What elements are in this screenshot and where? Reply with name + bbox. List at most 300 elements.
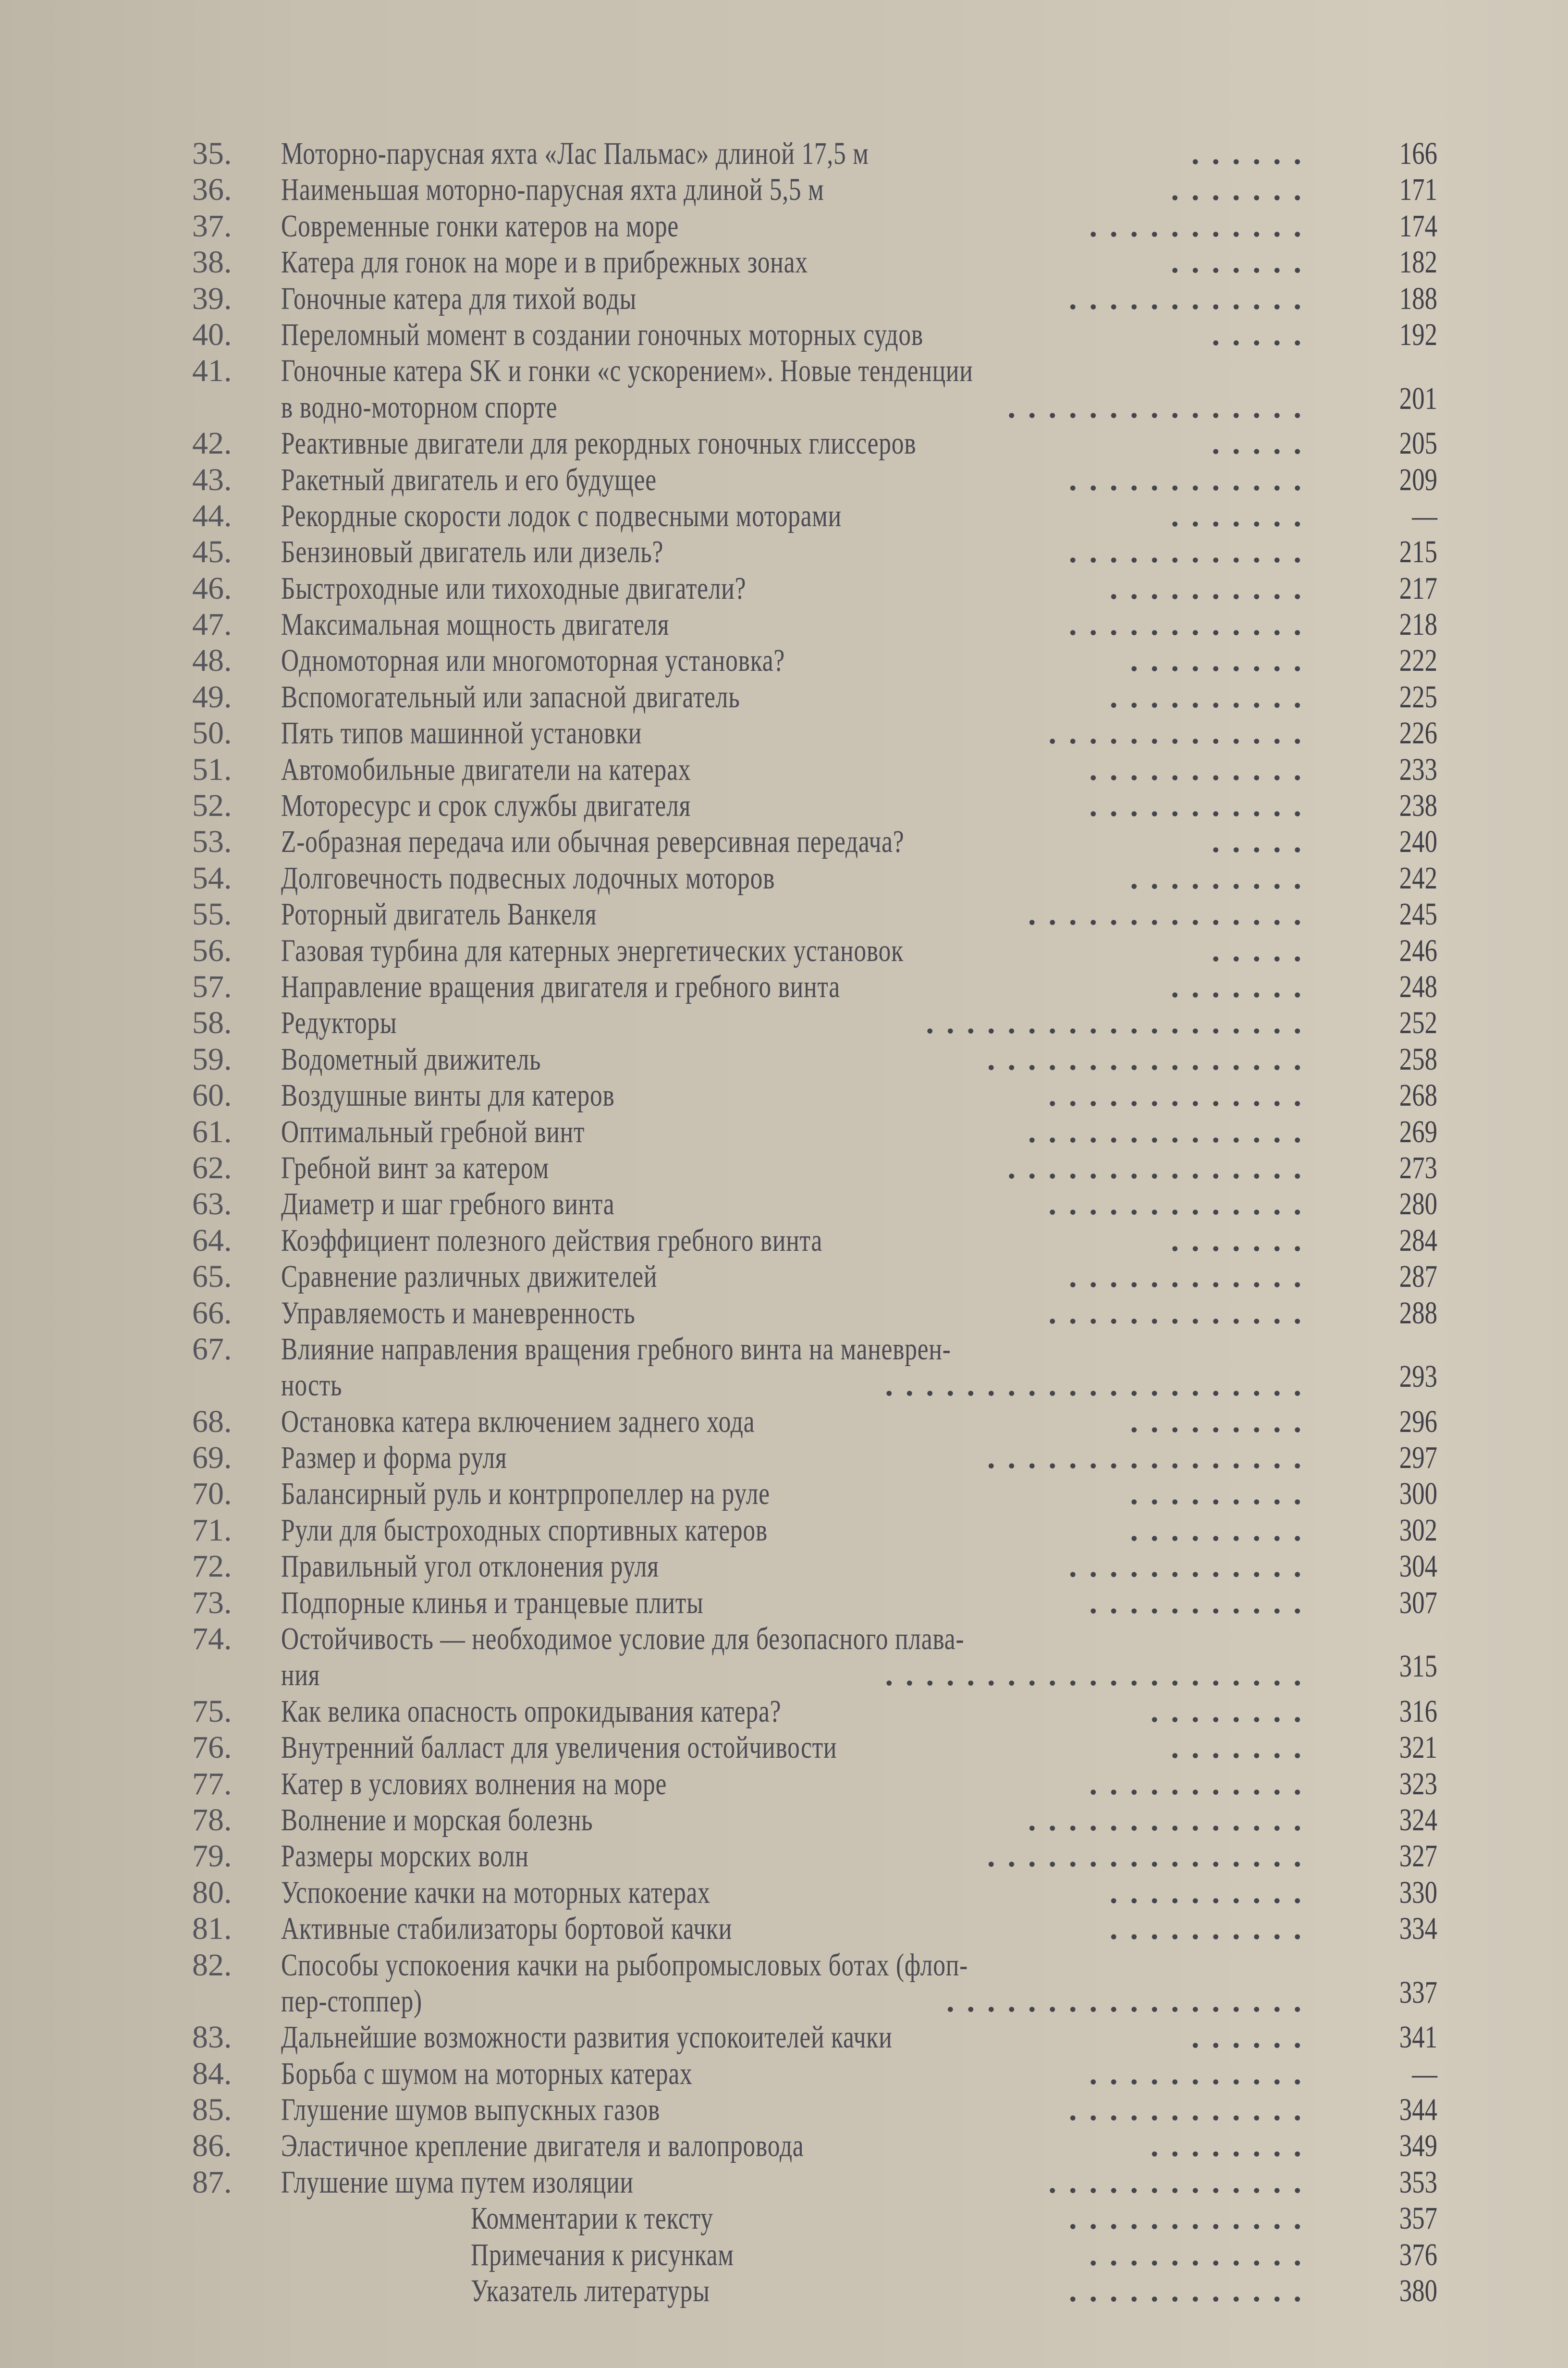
entry-page-number: 296: [1399, 1404, 1437, 1439]
toc-entry-line: [192, 281, 1441, 317]
dot-leaders: ...........: [1089, 2056, 1314, 2091]
entry-title: в водно-моторном спорте: [281, 389, 558, 425]
toc-entry: [192, 570, 1441, 606]
appendix-entry: [192, 2273, 1441, 2309]
entry-title: Оптимальный гребной винт: [281, 1114, 585, 1149]
entry-page-number: 324: [1399, 1802, 1437, 1838]
entry-number: 39.: [192, 281, 232, 316]
entry-title: Реактивные двигатели для рекордных гоночных глиссеров: [281, 426, 917, 461]
entry-page-number: 174: [1399, 208, 1437, 244]
toc-entry-line: [192, 136, 1441, 172]
toc-entry: [192, 752, 1441, 788]
toc-entry-line: [192, 2128, 1441, 2164]
entry-number: 64.: [192, 1222, 232, 1258]
dot-leaders: ...............: [1007, 1150, 1314, 1185]
toc-entry: [192, 353, 1441, 425]
entry-number: 73.: [192, 1585, 232, 1620]
dot-leaders: ..............: [1028, 897, 1314, 932]
entry-number: 51.: [192, 752, 232, 787]
entry-title: Моторно-парусная яхта «Лас Пальмас» длиной 17,5 м: [281, 136, 869, 171]
dot-leaders: .......: [1171, 498, 1314, 533]
toc-entry-line: [192, 2092, 1441, 2128]
entry-number: 56.: [192, 933, 232, 968]
toc-entry: [192, 1512, 1441, 1548]
toc-entry-line: [192, 1802, 1441, 1838]
entry-page-number: 225: [1399, 679, 1437, 715]
dot-leaders: ...........: [1089, 2237, 1314, 2272]
appendix-page-number: 376: [1399, 2237, 1437, 2272]
toc-entry: [192, 1548, 1441, 1584]
entry-page-number: 268: [1399, 1078, 1437, 1113]
dot-leaders: .......: [1171, 245, 1314, 280]
toc-entry: [192, 969, 1441, 1005]
dot-leaders: ............: [1069, 534, 1314, 570]
toc-entry: [192, 534, 1441, 570]
entry-page-number: 297: [1399, 1440, 1437, 1476]
entry-page-number: 192: [1399, 317, 1437, 352]
entry-number: 52.: [192, 788, 232, 824]
dot-leaders: ............: [1069, 1259, 1314, 1295]
dot-leaders: ...............: [1007, 389, 1314, 425]
dot-leaders: ......: [1191, 136, 1314, 171]
entry-number: 66.: [192, 1295, 232, 1331]
dot-leaders: ...........: [1089, 788, 1314, 824]
entry-title: Одномоторная или многомоторная установка?: [281, 643, 785, 678]
entry-page-number: 222: [1399, 643, 1437, 678]
entry-page-number: 293: [1399, 1359, 1437, 1394]
dot-leaders: .....: [1212, 824, 1314, 860]
dot-leaders: ...........: [1089, 1766, 1314, 1801]
entry-page-number: 245: [1399, 897, 1437, 932]
toc-entry: [192, 281, 1441, 317]
toc-entry: [192, 1440, 1441, 1476]
entry-number: 62.: [192, 1150, 232, 1185]
toc-entry-line: [192, 1077, 1441, 1113]
toc-entry-continuation: [192, 1359, 1441, 1403]
toc-entry: [192, 1150, 1441, 1186]
toc-entry-line: [192, 1476, 1441, 1512]
toc-entry: [192, 2128, 1441, 2164]
toc-entry: [192, 1404, 1441, 1440]
entry-title: Направление вращения двигателя и гребного винта: [281, 969, 840, 1004]
entry-title: Дальнейшие возможности развития успокоителей качки: [281, 2020, 893, 2055]
toc-entry: [192, 1875, 1441, 1911]
entry-number: 60.: [192, 1078, 232, 1113]
dot-leaders: .....: [1212, 426, 1314, 461]
entry-page-number: 246: [1399, 933, 1437, 968]
entry-title: Правильный угол отклонения руля: [281, 1549, 659, 1584]
entry-page-number: 334: [1399, 1911, 1437, 1947]
entry-title: Эластичное крепление двигателя и валопровода: [281, 2128, 804, 2164]
toc-entry-line: [192, 462, 1441, 498]
toc-entry: [192, 1295, 1441, 1331]
entry-title: Ракетный двигатель и его будущее: [281, 462, 657, 497]
toc-entry: [192, 1222, 1441, 1258]
entry-page-number: 349: [1399, 2128, 1437, 2164]
entry-title: Способы успокоения качки на рыбопромысловых ботах (флоп-: [281, 1947, 968, 1983]
entry-page-number: 337: [1399, 1974, 1437, 2010]
entry-page-number: —: [1412, 2056, 1437, 2091]
entry-page-number: 217: [1399, 570, 1437, 606]
entry-number: 61.: [192, 1114, 232, 1149]
entry-page-number: 344: [1399, 2092, 1437, 2128]
entry-number: 59.: [192, 1041, 232, 1077]
dot-leaders: ............: [1069, 2201, 1314, 2236]
toc-entry-continuation: [192, 1649, 1441, 1693]
toc-entry-line: [192, 642, 1441, 678]
entry-number: 49.: [192, 679, 232, 715]
entry-number: 48.: [192, 643, 232, 678]
dot-leaders: ............: [1069, 607, 1314, 642]
entry-number: 77.: [192, 1766, 232, 1801]
dot-leaders: ............: [1069, 2273, 1314, 2309]
dot-leaders: ..........: [1110, 1911, 1314, 1947]
dot-leaders: .........: [1130, 860, 1314, 896]
entry-page-number: 226: [1399, 715, 1437, 751]
toc-entry: [192, 1005, 1441, 1041]
toc-entry-line: [192, 425, 1441, 461]
entry-title: Автомобильные двигатели на катерах: [281, 752, 691, 787]
appendix-page-number: 380: [1399, 2273, 1437, 2309]
toc-entry: [192, 642, 1441, 678]
toc-entry-continuation: [192, 381, 1441, 425]
entry-number: 74.: [192, 1621, 232, 1657]
toc-entry: [192, 824, 1441, 860]
dot-leaders: ..................: [946, 1983, 1314, 2019]
toc-entry: [192, 860, 1441, 896]
entry-title: Коэффициент полезного действия гребного винта: [281, 1222, 823, 1258]
toc-entry: [192, 1802, 1441, 1838]
toc-entry: [192, 2056, 1441, 2092]
toc-entry-line: [192, 1875, 1441, 1911]
dot-leaders: .............: [1048, 715, 1314, 751]
dot-leaders: .......: [1171, 969, 1314, 1004]
entry-title: Остойчивость — необходимое условие для безопасного плава-: [281, 1621, 965, 1657]
entry-page-number: 304: [1399, 1549, 1437, 1584]
toc-entry: [192, 244, 1441, 280]
entry-number: 54.: [192, 860, 232, 896]
dot-leaders: .......: [1171, 1222, 1314, 1258]
entry-page-number: 302: [1399, 1512, 1437, 1548]
toc-entry-line: [192, 317, 1441, 353]
toc-entry: [192, 1621, 1441, 1693]
entry-page-number: 205: [1399, 426, 1437, 461]
entry-page-number: 280: [1399, 1186, 1437, 1222]
entry-number: 83.: [192, 2020, 232, 2055]
appendix-title: Указатель литературы: [471, 2273, 710, 2309]
dot-leaders: .........: [1130, 1476, 1314, 1512]
entry-title: Остановка катера включением заднего хода: [281, 1404, 755, 1439]
entry-page-number: 269: [1399, 1114, 1437, 1149]
toc-entry: [192, 2092, 1441, 2128]
dot-leaders: .........: [1130, 643, 1314, 678]
entry-page-number: 321: [1399, 1730, 1437, 1765]
entry-number: 68.: [192, 1404, 232, 1439]
entry-page-number: 171: [1399, 172, 1437, 208]
toc-entry: [192, 896, 1441, 932]
entry-number: 58.: [192, 1005, 232, 1041]
entry-page-number: 215: [1399, 534, 1437, 570]
entry-title: Газовая турбина для катерных энергетических установок: [281, 933, 904, 968]
entry-page-number: 182: [1399, 245, 1437, 280]
toc-entry-line: [192, 1585, 1441, 1621]
toc-entry-line: [192, 570, 1441, 606]
entry-title: пер-стоппер): [281, 1983, 422, 2019]
dot-leaders: ......: [1191, 2020, 1314, 2055]
toc-entry-line: [192, 752, 1441, 788]
entry-number: 70.: [192, 1476, 232, 1512]
dot-leaders: ..............: [1028, 1802, 1314, 1838]
toc-entry: [192, 2164, 1441, 2200]
toc-entry: [192, 1693, 1441, 1729]
dot-leaders: ..........: [1110, 570, 1314, 606]
entry-number: 67.: [192, 1331, 232, 1367]
toc-entry-line: [192, 896, 1441, 932]
entry-number: 43.: [192, 462, 232, 497]
toc-entry-line: [192, 1621, 1441, 1657]
entry-page-number: 315: [1399, 1649, 1437, 1684]
entry-number: 78.: [192, 1802, 232, 1838]
entry-title: Катер в условиях волнения на море: [281, 1766, 667, 1801]
toc-entry: [192, 788, 1441, 824]
toc-entry: [192, 1114, 1441, 1150]
dot-leaders: .............: [1048, 1078, 1314, 1113]
entry-title: Волнение и морская болезнь: [281, 1802, 593, 1838]
entry-title: Пять типов машинной установки: [281, 715, 642, 751]
toc-entry-line: [192, 1404, 1441, 1440]
toc-entry-line: [192, 715, 1441, 751]
entry-number: 35.: [192, 136, 232, 171]
dot-leaders: .............: [1048, 1186, 1314, 1222]
toc-entry: [192, 1077, 1441, 1113]
appendix-title: Примечания к рисункам: [471, 2237, 734, 2272]
dot-leaders: ............: [1069, 462, 1314, 497]
entry-title: Глушение шума путем изоляции: [281, 2164, 634, 2200]
entry-number: 46.: [192, 570, 232, 606]
entry-page-number: 284: [1399, 1222, 1437, 1258]
toc-entry: [192, 933, 1441, 969]
entry-number: 87.: [192, 2164, 232, 2200]
entry-number: 55.: [192, 897, 232, 932]
toc-entry-line: [192, 1222, 1441, 1258]
entry-number: 71.: [192, 1512, 232, 1548]
entry-number: 69.: [192, 1440, 232, 1476]
dot-leaders: ..........: [1110, 1875, 1314, 1910]
entry-page-number: 327: [1399, 1838, 1437, 1874]
toc-entry-line: [192, 1766, 1441, 1802]
entry-number: 82.: [192, 1947, 232, 1983]
entry-title: Влияние направления вращения гребного винта на маневрен-: [281, 1331, 951, 1367]
entry-page-number: 209: [1399, 462, 1437, 497]
entry-page-number: 238: [1399, 788, 1437, 824]
toc-entry: [192, 136, 1441, 172]
entry-page-number: 273: [1399, 1150, 1437, 1185]
toc-entry-line: [192, 824, 1441, 860]
toc-entry: [192, 462, 1441, 498]
entry-title: Максимальная мощность двигателя: [281, 607, 670, 642]
entry-page-number: 201: [1399, 381, 1437, 416]
toc-entry-line: [192, 172, 1441, 208]
entry-number: 53.: [192, 824, 232, 860]
entry-page-number: 218: [1399, 607, 1437, 642]
toc-entry-line: [192, 1838, 1441, 1874]
toc-entry-line: [192, 1947, 1441, 1983]
appendix-title: Комментарии к тексту: [471, 2201, 713, 2236]
entry-number: 79.: [192, 1838, 232, 1874]
entry-number: 45.: [192, 534, 232, 570]
dot-leaders: ........: [1151, 2128, 1314, 2164]
dot-leaders: ...........: [1089, 1585, 1314, 1620]
toc-entry-line: [192, 933, 1441, 969]
toc-entry-line: [192, 2019, 1441, 2055]
entry-title: Гоночные катера SK и гонки «с ускорением». Новые тенденции: [281, 353, 973, 389]
dot-leaders: ................: [987, 1838, 1314, 1874]
toc-entry-line: [192, 1729, 1441, 1765]
toc-entry-continuation: [192, 1974, 1441, 2019]
entry-number: 42.: [192, 426, 232, 461]
entry-page-number: 353: [1399, 2164, 1437, 2200]
toc-entry-line: [192, 1693, 1441, 1729]
entry-number: 38.: [192, 245, 232, 280]
entry-title: ность: [281, 1368, 343, 1403]
entry-title: Управляемость и маневренность: [281, 1295, 636, 1331]
toc-entry-line: [192, 1186, 1441, 1222]
entry-number: 75.: [192, 1693, 232, 1729]
toc-entry: [192, 1331, 1441, 1404]
toc-entry-line: [192, 534, 1441, 570]
entry-title: Роторный двигатель Ванкеля: [281, 897, 597, 932]
entry-page-number: —: [1412, 498, 1437, 533]
entry-title: Сравнение различных движителей: [281, 1259, 658, 1295]
toc-entry: [192, 172, 1441, 208]
entry-number: 76.: [192, 1730, 232, 1765]
toc-entry: [192, 1766, 1441, 1802]
entry-number: 80.: [192, 1875, 232, 1910]
toc-entry-line: [192, 1440, 1441, 1476]
entry-page-number: 307: [1399, 1585, 1437, 1620]
entry-page-number: 341: [1399, 2020, 1437, 2055]
toc-entry: [192, 317, 1441, 353]
entry-title: Z-образная передача или обычная реверсивная передача?: [281, 824, 905, 860]
entry-page-number: 288: [1399, 1295, 1437, 1331]
dot-leaders: ................: [987, 1041, 1314, 1077]
toc-entry: [192, 1838, 1441, 1874]
toc-entry: [192, 208, 1441, 244]
toc-entry-line: [192, 498, 1441, 534]
entry-page-number: 323: [1399, 1766, 1437, 1801]
entry-number: 44.: [192, 498, 232, 533]
toc-entry-line: [192, 208, 1441, 244]
toc-entry-line: [192, 606, 1441, 642]
toc-entry-line: [192, 1512, 1441, 1548]
entry-number: 47.: [192, 607, 232, 642]
entry-page-number: 233: [1399, 752, 1437, 787]
toc-entry: [192, 1476, 1441, 1512]
entry-page-number: 287: [1399, 1259, 1437, 1295]
entry-title: Активные стабилизаторы бортовой качки: [281, 1911, 733, 1947]
entry-title: Наименьшая моторно-парусная яхта длиной 5,5 м: [281, 172, 824, 208]
entry-page-number: 258: [1399, 1041, 1437, 1077]
entry-title: ния: [281, 1657, 320, 1693]
entry-page-number: 300: [1399, 1476, 1437, 1512]
entry-title: Долговечность подвесных лодочных моторов: [281, 860, 775, 896]
entry-number: 57.: [192, 969, 232, 1004]
dot-leaders: ................: [987, 1440, 1314, 1476]
entry-title: Борьба с шумом на моторных катерах: [281, 2056, 693, 2091]
appendix-entry: [192, 2200, 1441, 2236]
entry-title: Успокоение качки на моторных катерах: [281, 1875, 710, 1910]
toc-entry-line: [192, 1114, 1441, 1150]
entry-title: Катера для гонок на море и в прибрежных зонах: [281, 245, 808, 280]
dot-leaders: ............: [1069, 281, 1314, 316]
dot-leaders: .............: [1048, 1295, 1314, 1331]
entry-number: 86.: [192, 2128, 232, 2164]
entry-title: Рули для быстроходных спортивных катеров: [281, 1512, 768, 1548]
entry-title: Бензиновый двигатель или дизель?: [281, 534, 664, 570]
appendix-page-number: 357: [1399, 2201, 1437, 2236]
entry-number: 72.: [192, 1549, 232, 1584]
entry-title: Гребной винт за катером: [281, 1150, 549, 1185]
toc-entry-line: [192, 860, 1441, 896]
entry-number: 81.: [192, 1911, 232, 1947]
entry-title: Гоночные катера для тихой воды: [281, 281, 637, 316]
entry-page-number: 252: [1399, 1005, 1437, 1041]
toc-entry-line: [192, 1041, 1441, 1077]
dot-leaders: .........: [1130, 1404, 1314, 1439]
entry-page-number: 166: [1399, 136, 1437, 171]
toc-entry: [192, 1585, 1441, 1621]
dot-leaders: ..............: [1028, 1114, 1314, 1149]
toc-entry-line: [192, 1911, 1441, 1947]
entry-title: Рекордные скорости лодок с подвесными моторами: [281, 498, 842, 533]
entry-title: Балансирный руль и контрпропеллер на руле: [281, 1476, 770, 1512]
entry-title: Как велика опасность опрокидывания катера?: [281, 1693, 782, 1729]
toc-entry: [192, 606, 1441, 642]
toc-entry: [192, 425, 1441, 461]
entry-number: 36.: [192, 172, 232, 208]
entry-page-number: 188: [1399, 281, 1437, 316]
dot-leaders: ........: [1151, 1693, 1314, 1729]
toc-entry-line: [192, 1005, 1441, 1041]
entry-page-number: 316: [1399, 1693, 1437, 1729]
toc-entry-line: [192, 2056, 1441, 2092]
dot-leaders: .......: [1171, 172, 1314, 208]
toc-entry: [192, 2019, 1441, 2055]
toc-entry: [192, 1186, 1441, 1222]
dot-leaders: .......: [1171, 1730, 1314, 1765]
entry-number: 37.: [192, 208, 232, 244]
dot-leaders: .........: [1130, 1512, 1314, 1548]
dot-leaders: ...................: [926, 1005, 1314, 1041]
dot-leaders: .............: [1048, 2164, 1314, 2200]
dot-leaders: ...........: [1089, 752, 1314, 787]
toc-entry: [192, 1729, 1441, 1765]
entry-title: Моторесурс и срок службы двигателя: [281, 788, 691, 824]
entry-title: Современные гонки катеров на море: [281, 208, 679, 244]
dot-leaders: .....: [1212, 933, 1314, 968]
entry-title: Водометный движитель: [281, 1041, 541, 1077]
toc-entry: [192, 715, 1441, 751]
entry-number: 84.: [192, 2056, 232, 2091]
entry-title: Глушение шумов выпускных газов: [281, 2092, 661, 2128]
entry-page-number: 248: [1399, 969, 1437, 1004]
entry-title: Быстроходные или тихоходные двигатели?: [281, 570, 747, 606]
toc-entry-line: [192, 244, 1441, 280]
toc-entry-line: [192, 1258, 1441, 1295]
entry-title: Диаметр и шаг гребного винта: [281, 1186, 615, 1222]
toc-entry-line: [192, 679, 1441, 715]
toc-entry: [192, 1911, 1441, 1947]
